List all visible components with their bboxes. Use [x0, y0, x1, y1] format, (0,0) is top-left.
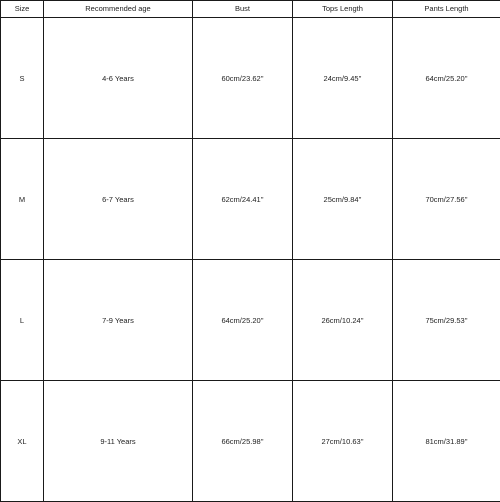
cell-tops-length: 27cm/10.63'' [293, 381, 393, 502]
cell-tops-length: 26cm/10.24'' [293, 260, 393, 381]
header-pants-length: Pants Length [393, 1, 500, 18]
cell-recommended-age: 4-6 Years [44, 18, 193, 139]
cell-size: XL [1, 381, 44, 502]
cell-bust: 60cm/23.62'' [193, 18, 293, 139]
cell-bust: 62cm/24.41'' [193, 139, 293, 260]
cell-pants-length: 64cm/25.20'' [393, 18, 500, 139]
cell-pants-length: 70cm/27.56'' [393, 139, 500, 260]
cell-size: L [1, 260, 44, 381]
cell-size: M [1, 139, 44, 260]
cell-pants-length: 81cm/31.89'' [393, 381, 500, 502]
cell-tops-length: 24cm/9.45'' [293, 18, 393, 139]
cell-recommended-age: 6-7 Years [44, 139, 193, 260]
table-row [1, 381, 500, 502]
header-size: Size [1, 1, 44, 18]
header-recommended-age: Recommended age [44, 1, 193, 18]
cell-bust: 66cm/25.98'' [193, 381, 293, 502]
header-tops-length: Tops Length [293, 1, 393, 18]
table-header-row [1, 1, 500, 18]
cell-bust: 64cm/25.20'' [193, 260, 293, 381]
cell-size: S [1, 18, 44, 139]
header-bust: Bust [193, 1, 293, 18]
cell-recommended-age: 9-11 Years [44, 381, 193, 502]
cell-recommended-age: 7-9 Years [44, 260, 193, 381]
table-row [1, 18, 500, 139]
table-row [1, 260, 500, 381]
table-row [1, 139, 500, 260]
cell-pants-length: 75cm/29.53'' [393, 260, 500, 381]
cell-tops-length: 25cm/9.84'' [293, 139, 393, 260]
